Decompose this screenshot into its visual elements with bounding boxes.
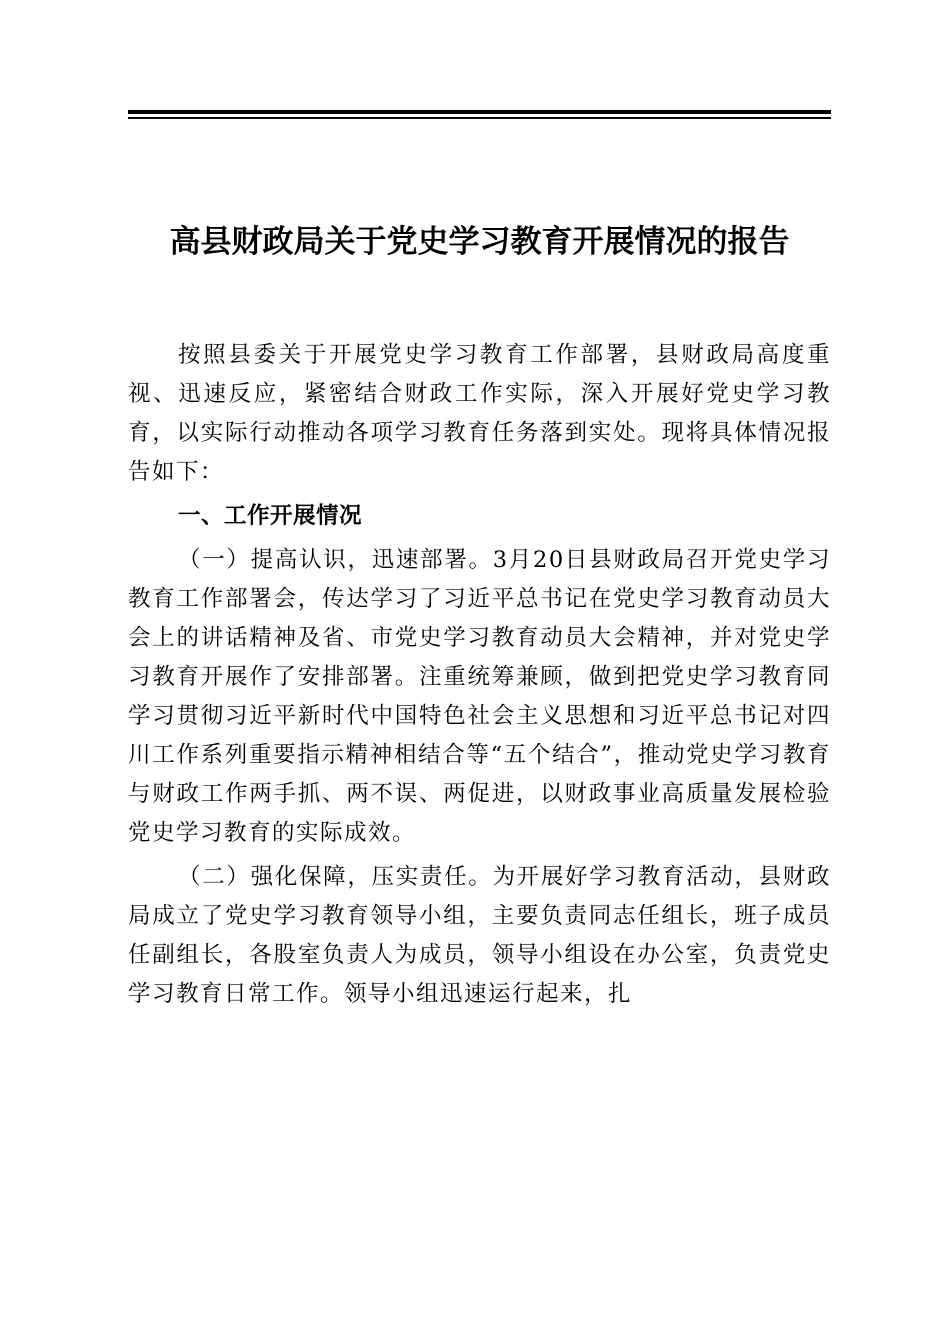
header-rule-thick: [128, 110, 831, 114]
section-heading: 一、工作开展情况: [178, 503, 363, 529]
intro-paragraph: 按照县委关于开展党史学习教育工作部署，县财政局高度重视、迅速反应，紧密结合财政工作实际，深入开展好党史学习教育，以实际行动推动各项学习教育任务落到实处。现将具体情况报告如下：: [128, 342, 831, 485]
subsection-paragraph-1: （一）提高认识，迅速部署。3月20日县财政局召开党史学习教育工作部署会，传达学习了习近平总书记在党史学习教育动员大会上的讲话精神及省、市党史学习教育动员大会精神，并对党史学习教育开展作了安排部署。注重统筹兼顾，做到把党史学习教育同学习贯彻习近平新时代中国特色社会主义思想和习近平总书记对四川工作系列重要指示精神相结合等“五个结合”，推动党史学习教育与财政工作两手抓、两不误、两促进，以财政事业高质量发展检验党史学习教育的实际成效。: [128, 547, 831, 846]
document-title: 高县财政局关于党史学习教育开展情况的报告: [169, 224, 790, 260]
subsection-paragraph-2: （二）强化保障，压实责任。为开展好学习教育活动，县财政局成立了党史学习教育领导小组，主要负责同志任组长，班子成员任副组长，各股室负责人为成员，领导小组设在办公室，负责党史学习教育日常工作。领导小组迅速运行起来，扎: [128, 864, 831, 1007]
document-body: [128, 336, 831, 1014]
header-rule-thin: [128, 117, 831, 119]
